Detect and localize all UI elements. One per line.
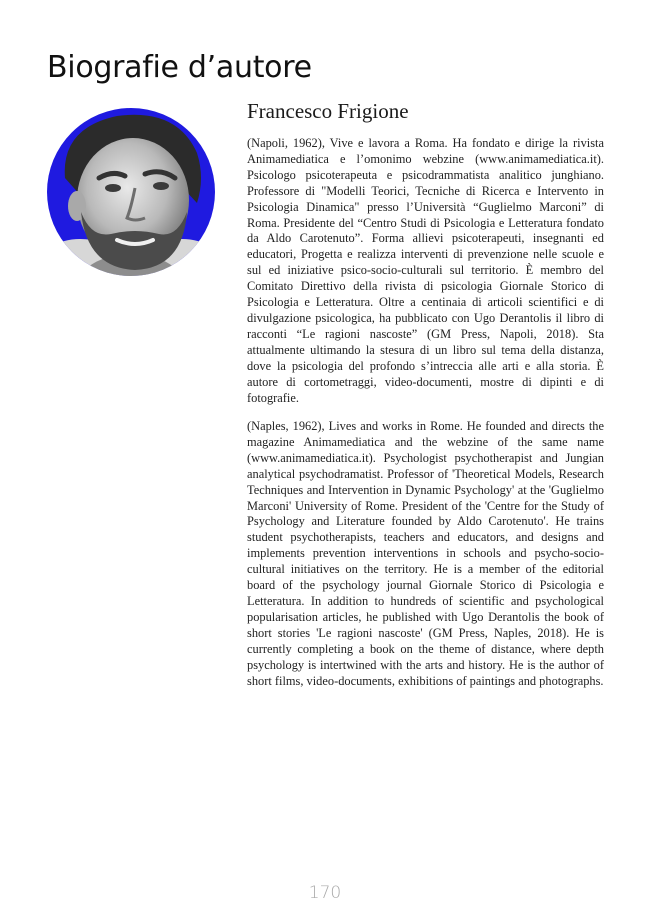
- author-bio-english: (Naples, 1962), Lives and works in Rome. He founded and directs the magazine Animamediatica and the webzine of the same name (www.animamediatica.it). Psychologist psychotherapist and Jungian analytical psychodramatist. Professor of 'Theoretical Models, Research Techniques and Intervention in Dynamic Psychology' at the 'Guglielmo Marconi' University of Rome. President of the 'Centre for the Study of Psychology and Literature founded by Aldo Carotenuto'. He trains student psychotherapists, teachers and educators, and designs and implements prevention interventions in schools and psycho-socio-cultural initiatives on the territory. He is a member of the editorial board of the psychology journal Giornale Storico di Psicologia e Letteratura. In addition to hundreds of scientific and psychological popularisation articles, he published with Ugo Derantolis the book of short stories 'Le ragioni nascoste' (GM Press, Naples, 2018). He is currently completing a book on the theme of distance, where depth psychology is intertwined with the arts and history. He is the author of short films, video-documents, exhibitions of paintings and photographs.: [247, 419, 604, 688]
- author-bio-italian: (Napoli, 1962), Vive e lavora a Roma. Ha fondato e dirige la rivista Animamediatica e l’omonimo webzine (www.animamediatica.it). Psicologo psicoterapeuta e psicodrammatista analitico junghiano. Professore di "Modelli Teorici, Tecniche di Ricerca e Intervento in Psicologia Dinamica" presso l’Università “Guglielmo Marconi” di Roma. Presidente del “Centro Studi di Psicologia e Letteratura fondato da Aldo Carotenuto”. Forma allievi psicoterapeuti, insegnanti ed educatori, Progetta e realizza interventi di prevenzione nelle scuole e sul ed iniziative psico-socio-culturali sul territorio. È membro del Comitato Direttivo della rivista di psicologia Giornale Storico di Psicologia e Letteratura. Oltre a centinaia di articoli scientifici e di divulgazione psicologica, ha pubblicato con Ugo Derantolis il libro di racconti “Le ragioni nascoste” (GM Press, Napoli, 2018). Sta attualmente ultimando la stesura di un libro sul tema della distanza, dove la psicologia del profondo s’intreccia alle arti e alla storia. È autore di cortometraggi, video-documenti, mostre di dipinti e di fotografie.: [247, 136, 604, 405]
- author-portrait-image: [47, 108, 215, 276]
- page-number: 170: [308, 883, 342, 903]
- author-photo: [47, 108, 215, 276]
- page-title: Biografie d’autore: [47, 50, 312, 86]
- author-name: Francesco Frigione: [247, 99, 409, 123]
